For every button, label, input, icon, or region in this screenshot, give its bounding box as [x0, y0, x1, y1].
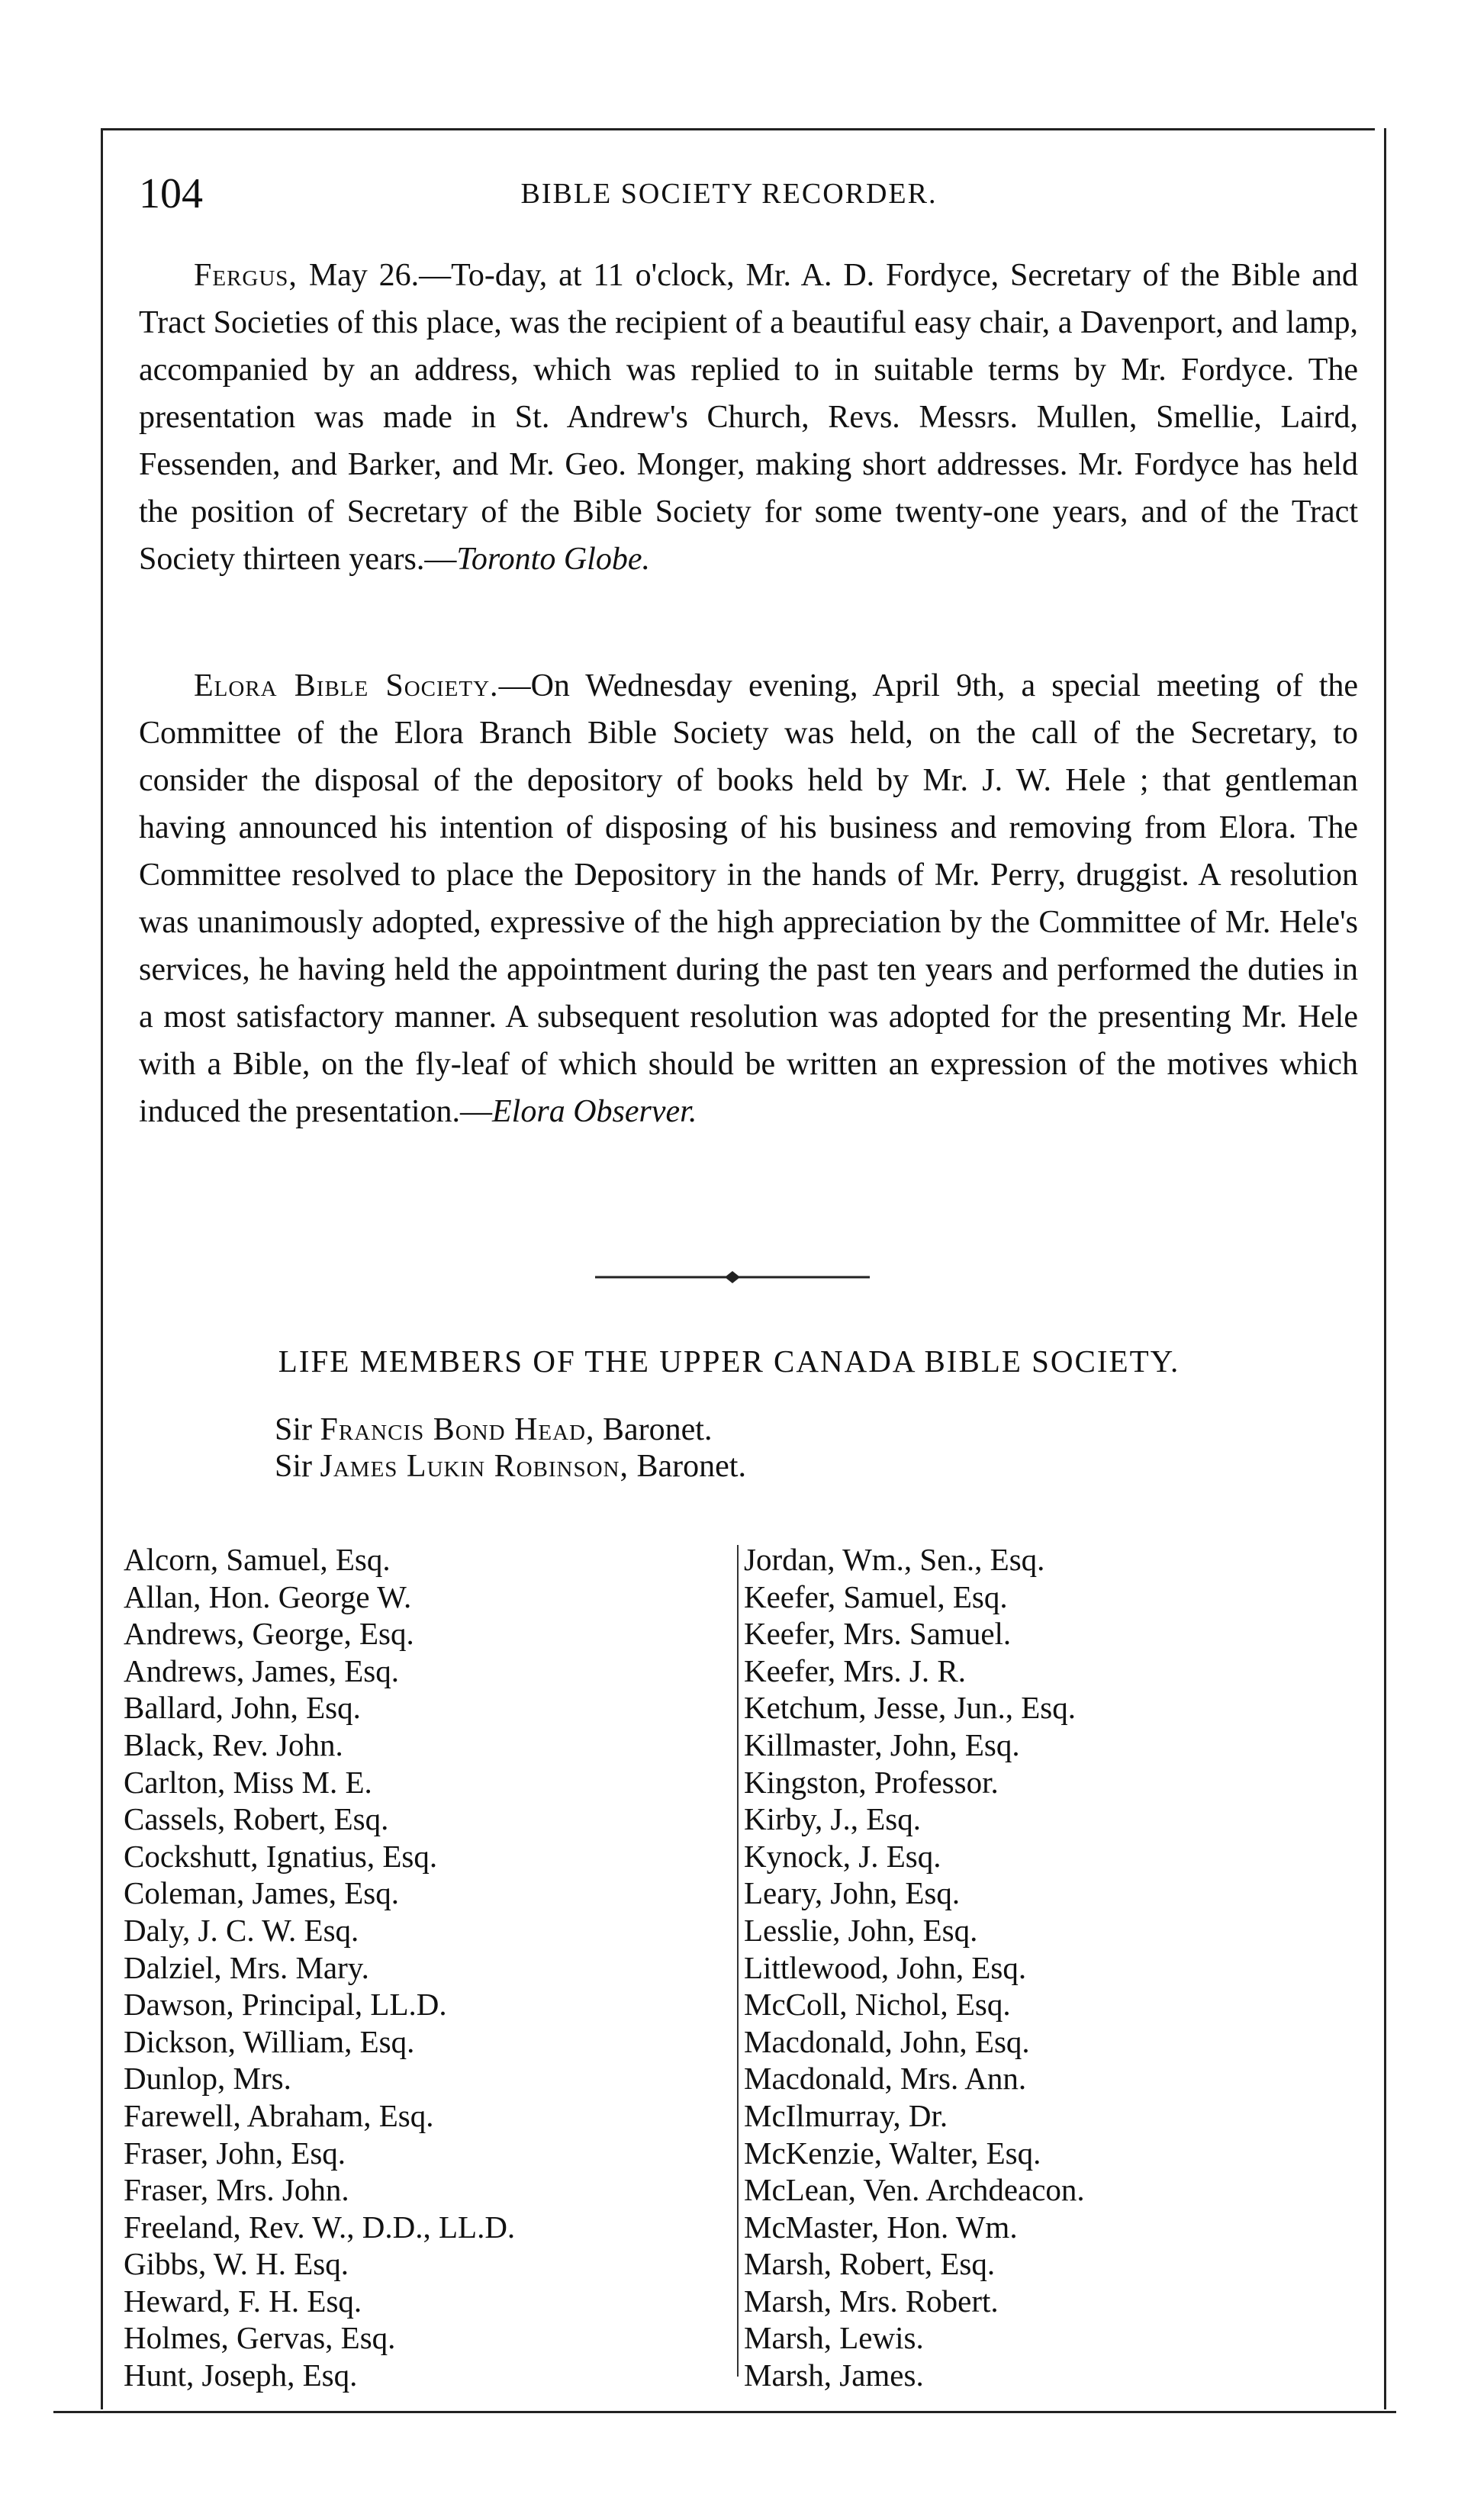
section-divider-ornament: [595, 1268, 870, 1286]
member-entry: Fraser, Mrs. John.: [124, 2172, 349, 2208]
member-entry: Ketchum, Jesse, Jun., Esq.: [744, 1690, 1077, 1726]
member-entry: Killmaster, John, Esq.: [744, 1727, 1020, 1762]
member-entry: Black, Rev. John.: [124, 1727, 343, 1762]
member-entry: Kynock, J. Esq.: [744, 1838, 941, 1874]
member-entry: Andrews, James, Esq.: [124, 1653, 399, 1688]
member-entry: Alcorn, Samuel, Esq.: [124, 1542, 391, 1577]
top-rule: [102, 128, 1375, 130]
member-entry: Dickson, William, Esq.: [124, 2023, 415, 2059]
section-title: LIFE MEMBERS OF THE UPPER CANADA BIBLE SOCIETY.: [278, 1344, 1180, 1379]
right-border: [1384, 128, 1386, 2409]
member-entry: Dunlop, Mrs.: [124, 2061, 291, 2097]
column-divider: [737, 1545, 739, 2377]
member-entry: Dalziel, Mrs. Mary.: [124, 1949, 369, 1985]
member-entry: Marsh, James.: [744, 2357, 924, 2393]
member-entry: Allan, Hon. George W.: [124, 1579, 412, 1614]
member-entry: Leary, John, Esq.: [744, 1875, 961, 1911]
member-entry: Fraser, John, Esq.: [124, 2135, 346, 2171]
member-entry: Keefer, Mrs. Samuel.: [744, 1616, 1012, 1652]
paragraph-source: Toronto Globe.: [456, 542, 650, 577]
member-entry: Macdonald, Mrs. Ann.: [744, 2061, 1027, 2097]
left-border: [101, 128, 103, 2409]
member-entry: Freeland, Rev. W., D.D., LL.D.: [124, 2209, 516, 2245]
fergus-paragraph: [139, 252, 1358, 583]
member-entry: Cassels, Robert, Esq.: [124, 1801, 389, 1837]
member-entry: McIlmurray, Dr.: [744, 2097, 948, 2133]
page-number: 104: [139, 170, 203, 217]
baronet-entry: Sir James Lukin Robinson, Baronet.: [275, 1449, 746, 1484]
member-entry: Dawson, Principal, LL.D.: [124, 1987, 447, 2023]
member-entry: McMaster, Hon. Wm.: [744, 2209, 1018, 2245]
member-entry: Gibbs, W. H. Esq.: [124, 2246, 349, 2282]
member-entry: Ballard, John, Esq.: [124, 1690, 361, 1726]
member-entry: Hunt, Joseph, Esq.: [124, 2357, 358, 2393]
member-entry: Keefer, Samuel, Esq.: [744, 1579, 1008, 1614]
member-entry: Littlewood, John, Esq.: [744, 1949, 1027, 1985]
member-entry: Cockshutt, Ignatius, Esq.: [124, 1838, 438, 1874]
member-entry: Macdonald, John, Esq.: [744, 2023, 1030, 2059]
paragraph-body: —On Wednesday evening, April 9th, a special meeting of the Committee of the Elora Branch Bible Society was held, on the call of the Secretary, to consider the disposal of the depository of books held by Mr. J. W. Hele ; that gentleman having announced his intention of disposing of his business and removing from Elora. The Committee resolved to place the Depository in the hands of Mr. Perry, druggist. A resolution was unanimously adopted, expressive of the high appreciation by the Committee of Mr. Hele's services, he having held the appointment during the past ten years and performed the duties in a most satisfactory manner. A subsequent resolution was adopted for the presenting Mr. Hele with a Bible, on the fly-leaf of which should be written an expression of the motives which induced the presentation.—: [139, 668, 1358, 1129]
members-list-right: [744, 1541, 1324, 2394]
running-head: BIBLE SOCIETY RECORDER.: [520, 178, 938, 210]
paragraph-lead: Fergus,: [194, 258, 298, 293]
member-entry: Jordan, Wm., Sen., Esq.: [744, 1542, 1045, 1577]
member-entry: Coleman, James, Esq.: [124, 1875, 399, 1911]
member-entry: Heward, F. H. Esq.: [124, 2283, 362, 2319]
member-entry: Farewell, Abraham, Esq.: [124, 2097, 434, 2133]
member-entry: Keefer, Mrs. J. R.: [744, 1653, 966, 1688]
member-entry: McKenzie, Walter, Esq.: [744, 2135, 1041, 2171]
paragraph-lead: Elora Bible Society.: [194, 668, 499, 703]
member-entry: Daly, J. C. W. Esq.: [124, 1912, 359, 1948]
member-entry: Marsh, Lewis.: [744, 2320, 924, 2356]
members-list-left: [124, 1541, 703, 2394]
elora-paragraph: [139, 662, 1358, 1135]
member-entry: Carlton, Miss M. E.: [124, 1764, 372, 1800]
member-entry: Marsh, Mrs. Robert.: [744, 2283, 999, 2319]
member-entry: Lesslie, John, Esq.: [744, 1912, 978, 1948]
member-entry: Andrews, George, Esq.: [124, 1616, 414, 1652]
member-entry: McColl, Nichol, Esq.: [744, 1987, 1011, 2023]
paragraph-body: May 26.—To-day, at 11 o'clock, Mr. A. D. Fordyce, Secretary of the Bible and Tract Societies of this place, was the recipient of a beautiful easy chair, a Davenport, and lamp, accompanied by an address, which was replied to in suitable terms by Mr. Fordyce. The presentation was made in St. Andrew's Church, Revs. Messrs. Mullen, Smellie, Laird, Fessenden, and Barker, and Mr. Geo. Monger, making short addresses. Mr. Fordyce has held the position of Secretary of the Bible Society for some twenty-one years, and of the Tract Society thirteen years.—: [139, 258, 1358, 577]
baronet-entry: Sir Francis Bond Head, Baronet.: [275, 1412, 713, 1447]
member-entry: Marsh, Robert, Esq.: [744, 2246, 996, 2282]
member-entry: McLean, Ven. Archdeacon.: [744, 2172, 1085, 2208]
paragraph-source: Elora Observer.: [492, 1094, 697, 1129]
member-entry: Kirby, J., Esq.: [744, 1801, 921, 1837]
member-entry: Holmes, Gervas, Esq.: [124, 2320, 396, 2356]
member-entry: Kingston, Professor.: [744, 1764, 999, 1800]
bottom-rule: [53, 2411, 1396, 2413]
